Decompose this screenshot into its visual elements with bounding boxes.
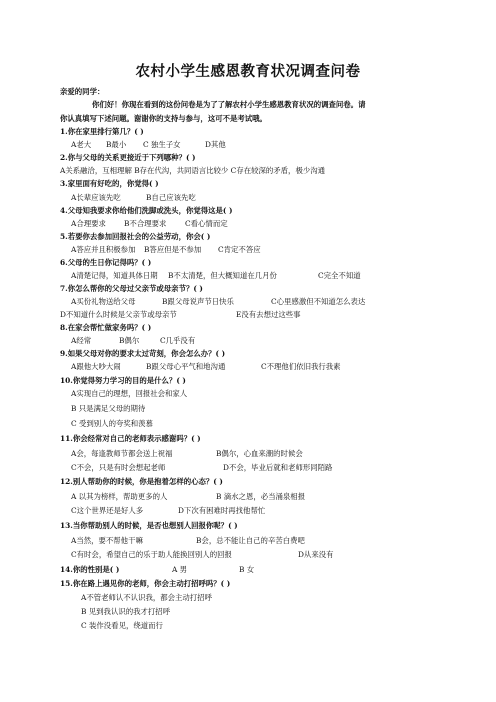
question-4: 4.父母知我要求你给他们洗脚或洗头，你觉得这是( ) xyxy=(60,206,233,215)
survey-title: 农村小学生感恩教育状况调查问卷 xyxy=(135,63,361,80)
q11-option-d[interactable]: D不会，毕业后就和老师形同陌路 xyxy=(223,463,333,472)
q13-option-c[interactable]: C有时会，希望自己的乐于助人能换回别人的回报 xyxy=(71,550,232,559)
q1-option-a[interactable]: A老大 xyxy=(71,140,92,149)
q7-option-b[interactable]: B跟父母说声节日快乐 xyxy=(162,297,234,306)
q7-option-e[interactable]: E没有去想过这些事 xyxy=(236,310,301,319)
q8-option-a[interactable]: A经常 xyxy=(71,336,92,345)
q4-option-c[interactable]: C看心情而定 xyxy=(185,219,228,228)
q11-option-c[interactable]: C不会，只是有时会想起老师 xyxy=(71,463,166,472)
question-11: 11.你会经常对自己的老师表示感谢吗？( ) xyxy=(60,434,201,443)
question-15: 15.你在路上遇见你的老师，你会主动打招呼吗？( ) xyxy=(60,579,231,588)
salutation: 亲爱的同学： xyxy=(60,87,105,96)
question-9: 9.如果父母对你的要求太过苛刻，你会怎么办？( ) xyxy=(60,349,226,358)
q3-option-b[interactable]: B自己应该先吃 xyxy=(146,193,196,202)
q15-option-a[interactable]: A不管老师认不认识我，都会主动打招呼 xyxy=(81,593,212,602)
q1-option-d[interactable]: D其他 xyxy=(205,140,226,149)
q13-option-b[interactable]: B会，总不能让自己的辛苦白费吧 xyxy=(196,536,305,545)
q9-option-b[interactable]: B跟父母心平气和地沟通 xyxy=(146,362,226,371)
q7-option-c[interactable]: C心里感激但不知道怎么表达 xyxy=(271,297,366,306)
q5-option-a[interactable]: A答应并且积极参加 xyxy=(71,245,136,254)
q12-option-c[interactable]: C这个世界还是好人多 xyxy=(71,506,144,515)
q10-option-b[interactable]: B 只是满足父母的期待 xyxy=(71,404,146,413)
q13-option-d[interactable]: D从来没有 xyxy=(298,550,334,559)
q4-option-b[interactable]: B不合理要求 xyxy=(124,219,167,228)
q15-option-b[interactable]: B 见到我认识的我才打招呼 xyxy=(81,607,171,616)
intro-line-2: 你认真填写下述问题。谢谢你的支持与参与，这可不是考试哦。 xyxy=(60,114,267,123)
q8-option-b[interactable]: B偶尔 xyxy=(119,336,140,345)
q6-option-a[interactable]: A清楚记得，知道具体日期 xyxy=(71,271,158,280)
q7-option-a[interactable]: A买份礼物送给父母 xyxy=(71,297,136,306)
q9-option-c[interactable]: C不理他们依旧我行我素 xyxy=(261,362,341,371)
q13-option-a[interactable]: A当然，要不帮他干嘛 xyxy=(71,536,143,545)
q5-option-b[interactable]: B答应但是不参加 xyxy=(144,245,202,254)
q3-option-a[interactable]: A长辈应该先吃 xyxy=(71,193,121,202)
q11-option-b[interactable]: B偶尔，心血来潮的时候会 xyxy=(216,449,303,458)
question-8: 8.在家会帮忙做家务吗？( ) xyxy=(60,323,152,332)
q14-option-b[interactable]: B 女 xyxy=(239,565,255,574)
question-3: 3.家里面有好吃的，你觉得( ) xyxy=(60,179,159,188)
q7-option-d[interactable]: D不知道什么时候是父亲节或母亲节 xyxy=(60,310,177,319)
q1-option-b[interactable]: B最小 xyxy=(106,140,127,149)
q4-option-a[interactable]: A合理要求 xyxy=(71,219,106,228)
question-13: 13.当你帮助别人的时候，是否也想别人回报你呢？( ) xyxy=(60,521,238,530)
q10-option-a[interactable]: A实现自己的理想，回报社会和家人 xyxy=(71,389,188,398)
q11-option-a[interactable]: A会，每逢教师节都会送上祝福 xyxy=(71,449,173,458)
question-14: 14.你的性别是( ) xyxy=(60,565,120,574)
q10-option-c[interactable]: C 受到别人的夸奖和羡慕 xyxy=(71,419,153,428)
q2-options[interactable]: A关系融洽，互相理解 B存在代沟，共同语言比较少 C存在较深的矛盾，极少沟通 xyxy=(60,166,326,175)
q5-option-c[interactable]: C肯定不答应 xyxy=(218,245,261,254)
question-1: 1.你在家里排行第几？( ) xyxy=(60,127,144,136)
q6-option-b[interactable]: B不太清楚，但大概知道在几月份 xyxy=(168,271,277,280)
q8-option-c[interactable]: C几乎没有 xyxy=(160,336,196,345)
q14-option-a[interactable]: A 男 xyxy=(172,565,188,574)
question-2: 2.你与父母的关系更接近于下列哪种？( ) xyxy=(60,153,196,162)
q1-option-c[interactable]: C 独生子女 xyxy=(143,140,181,149)
question-12: 12.别人帮助你的时候，你是抱着怎样的心态？( ) xyxy=(60,477,223,486)
q9-option-a[interactable]: A跟他大吵大闹 xyxy=(71,362,121,371)
q15-option-c[interactable]: C 装作没看见，绕道而行 xyxy=(81,621,163,630)
intro-line-1: 你们好！你现在看到的这份问卷是为了了解农村小学生感恩教育状况的调查问卷。请 xyxy=(92,100,366,109)
question-7: 7.你怎么帮你的父母过父亲节或母亲节？( ) xyxy=(60,284,203,293)
q6-option-c[interactable]: C完全不知道 xyxy=(318,271,361,280)
question-5: 5.若要你去参加回报社会的公益劳动，你会( ) xyxy=(60,232,211,241)
q12-option-b[interactable]: B 滴水之恩，必当涌泉相报 xyxy=(216,492,306,501)
q12-option-a[interactable]: A 以其为榜样，帮助更多的人 xyxy=(71,492,168,501)
question-6: 6.父母的生日你记得吗？( ) xyxy=(60,258,152,267)
question-10: 10.你觉得努力学习的目的是什么？( ) xyxy=(60,376,186,385)
q12-option-d[interactable]: D下次有困难时再找他帮忙 xyxy=(178,506,266,515)
